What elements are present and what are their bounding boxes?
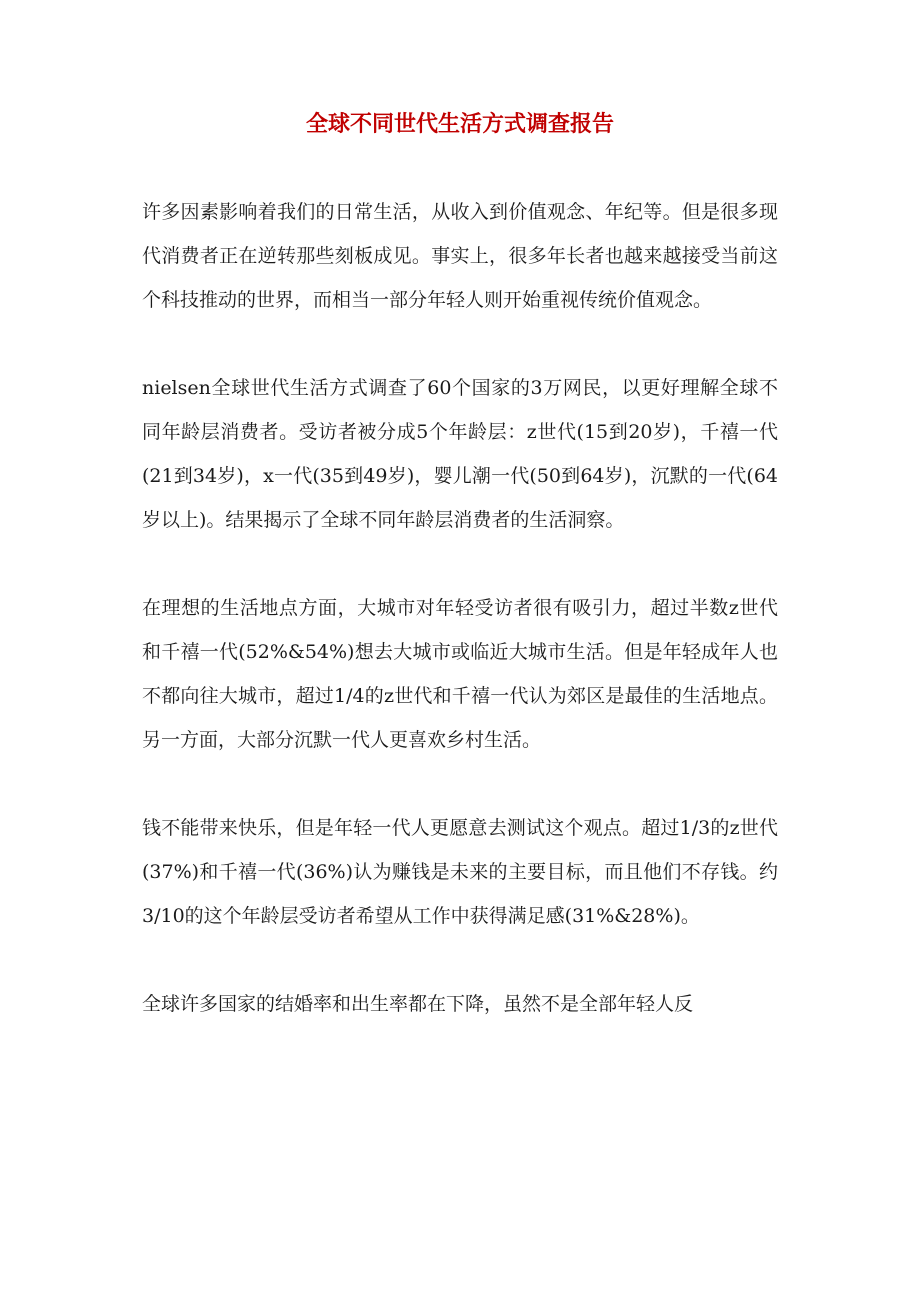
paragraph-intro: 许多因素影响着我们的日常生活，从收入到价值观念、年纪等。但是很多现代消费者正在逆转那些刻板成见。事实上，很多年长者也越来越接受当前这个科技推动的世界，而相当一部分年轻人则开始重视传统价值观念。 xyxy=(142,201,778,311)
document-title: 全球不同世代生活方式调查报告 xyxy=(305,112,614,137)
paragraph-survey-groups: nielsen全球世代生活方式调查了60个国家的3万网民，以更好理解全球不同年龄层消费者。受访者被分成5个年龄层：z世代(15到20岁)，千禧一代(21到34岁)，x一代(35到49岁)，婴儿潮一代(50到64岁)，沉默的一代(64岁以上)。结果揭示了全球不同年龄层消费者的生活洞察。 xyxy=(142,377,778,531)
paragraph-living-location: 在理想的生活地点方面，大城市对年轻受访者很有吸引力，超过半数z世代和千禧一代(52%&54%)想去大城市或临近大城市生活。但是年轻成年人也不都向往大城市，超过1/4的z世代和千禧一代认为郊区是最佳的生活地点。另一方面，大部分沉默一代人更喜欢乡村生活。 xyxy=(142,597,778,751)
document-body xyxy=(142,190,778,1070)
paragraph-money-goals: 钱不能带来快乐，但是年轻一代人更愿意去测试这个观点。超过1/3的z世代(37%)和千禧一代(36%)认为赚钱是未来的主要目标，而且他们不存钱。约3/10的这个年龄层受访者希望从工作中获得满足感(31%&28%)。 xyxy=(142,817,778,927)
paragraph-marriage-birth: 全球许多国家的结婚率和出生率都在下降，虽然不是全部年轻人反 xyxy=(142,993,694,1015)
